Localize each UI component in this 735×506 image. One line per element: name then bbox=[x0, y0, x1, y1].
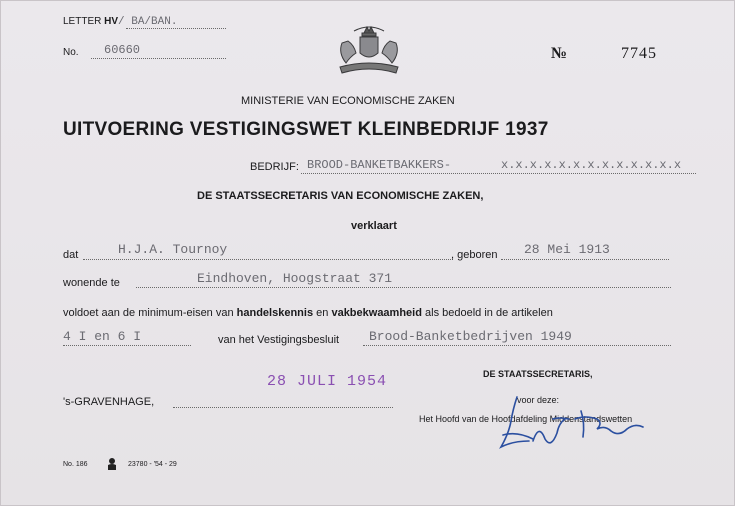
besluit-underline bbox=[363, 345, 671, 346]
bedrijf-value: BROOD-BANKETBAKKERS- bbox=[307, 158, 452, 172]
coat-of-arms-emblem bbox=[334, 23, 404, 79]
voor-deze-text: voor deze: bbox=[517, 395, 560, 405]
letter-label: LETTER bbox=[63, 16, 102, 27]
birth-date: 28 Mei 1913 bbox=[524, 242, 610, 257]
doc-number-symbol: № bbox=[551, 45, 568, 62]
signature-title: DE STAATSSECRETARIS, bbox=[483, 369, 593, 379]
printer-mark-icon bbox=[106, 457, 118, 471]
geboren-label: , geboren bbox=[451, 249, 498, 261]
number-underline bbox=[91, 58, 226, 59]
name-underline bbox=[83, 259, 453, 260]
doc-number-value: 7745 bbox=[621, 45, 657, 62]
letter-underline bbox=[126, 28, 226, 29]
place-underline bbox=[173, 407, 393, 408]
req-text-1: voldoet aan de minimum-eisen van bbox=[63, 307, 234, 319]
req-text-3: als bedoeld in de artikelen bbox=[425, 307, 553, 319]
residence-value: Eindhoven, Hoogstraat 371 bbox=[197, 271, 393, 286]
residence-underline bbox=[136, 287, 671, 288]
handwritten-signature bbox=[493, 389, 653, 459]
person-name: H.J.A. Tournoy bbox=[118, 242, 228, 257]
residence-label: wonende te bbox=[63, 277, 120, 289]
page-title: UITVOERING VESTIGINGSWET KLEINBEDRIJF 1937 bbox=[63, 119, 549, 140]
hoofd-text: Het Hoofd van de Hoofdafdeling Middenstandswetten bbox=[419, 414, 633, 424]
verklaart-text: verklaart bbox=[351, 220, 397, 232]
articles-value: 4 I en 6 I bbox=[63, 329, 142, 344]
footer-print: 23780 - '54 - 29 bbox=[128, 461, 177, 468]
articles-label: van het Vestigingsbesluit bbox=[218, 334, 340, 346]
bedrijf-filler: x.x.x.x.x.x.x.x.x.x.x.x.x bbox=[501, 158, 682, 172]
bedrijf-underline bbox=[301, 173, 696, 174]
date-stamp: 28 JULI 1954 bbox=[267, 373, 388, 390]
letter-line bbox=[63, 16, 177, 28]
place-label: 's-GRAVENHAGE, bbox=[63, 396, 155, 408]
articles-underline bbox=[63, 345, 191, 346]
number-value: 60660 bbox=[104, 43, 141, 57]
req-text-2: en bbox=[316, 307, 329, 319]
footer-no: No. 186 bbox=[63, 461, 88, 468]
req-bold-2: vakbekwaamheid bbox=[331, 307, 422, 319]
number-label: No. bbox=[63, 47, 79, 58]
letter-code-bold: HV bbox=[104, 16, 119, 27]
dat-label: dat bbox=[63, 249, 79, 261]
secretary-heading: DE STAATSSECRETARIS VAN ECONOMISCHE ZAKEN, bbox=[197, 190, 484, 202]
bedrijf-label: BEDRIJF: bbox=[250, 161, 299, 173]
birth-underline bbox=[501, 259, 669, 260]
ministry-heading: MINISTERIE VAN ECONOMISCHE ZAKEN bbox=[241, 95, 455, 107]
requirements-text bbox=[63, 307, 553, 319]
besluit-value: Brood-Banketbedrijven 1949 bbox=[369, 329, 572, 344]
letter-code-rest: / BA/BAN. bbox=[118, 16, 178, 28]
req-bold-1: handelskennis bbox=[236, 307, 314, 319]
